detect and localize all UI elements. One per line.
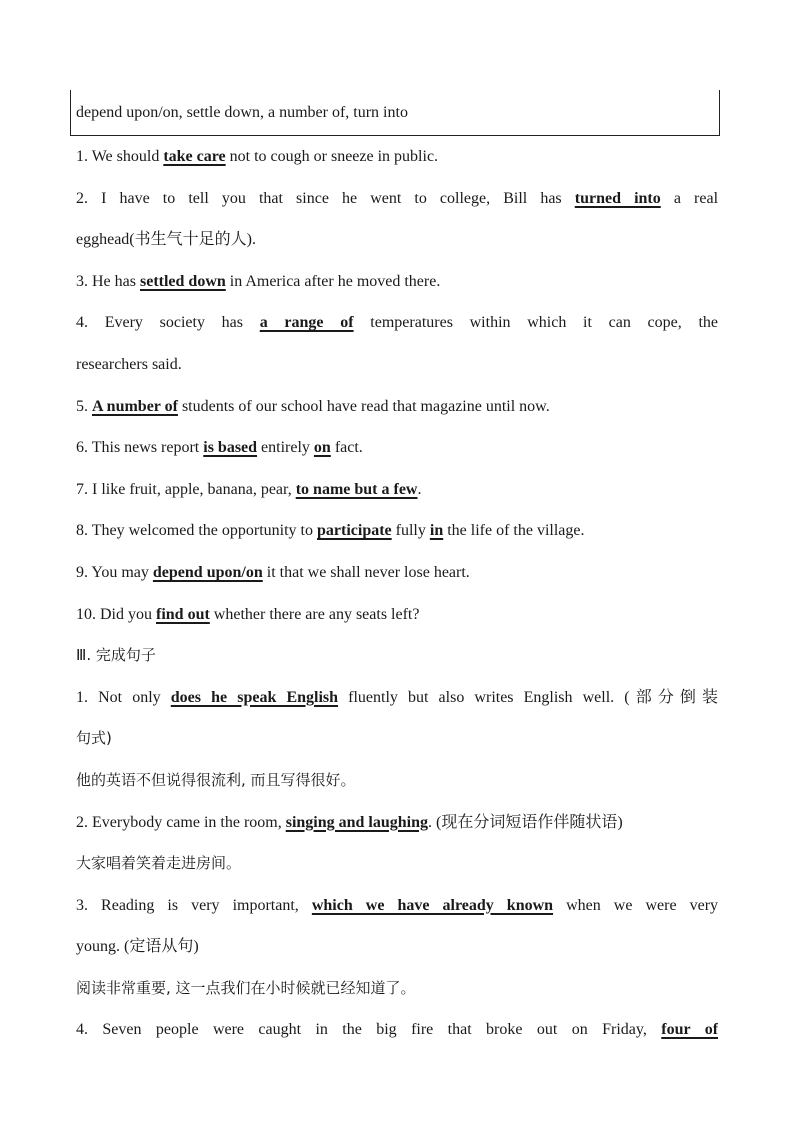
item-text: This news report — [91, 439, 200, 457]
item-text: I have to tell you that since he went to college, Bill has — [101, 189, 562, 207]
exercise-item-4-continued — [76, 344, 718, 386]
item-text: Not only — [98, 688, 161, 706]
sentence-item-3-continued — [76, 926, 718, 968]
exercise-item-10 — [76, 594, 718, 636]
answer-fill: A number of — [92, 397, 178, 415]
sentence-item-3 — [76, 885, 718, 927]
item-text: fluently but also writes English well. (部分倒装 — [348, 688, 718, 706]
chinese-translation: 他的英语不但说得很流利, 而且写得很好。 — [76, 770, 356, 789]
item-number: 3. — [76, 272, 88, 290]
item-text: not to cough or sneeze in public. — [229, 148, 439, 165]
item-number: 3. — [76, 896, 88, 914]
item-text: in America after he moved there. — [229, 272, 441, 290]
exercise-item-7 — [76, 469, 718, 511]
sentence-item-2-translation — [76, 843, 718, 885]
answer-fill: settled down — [139, 272, 226, 290]
section-title: 完成句子 — [95, 646, 156, 665]
item-text: Every society has — [104, 314, 243, 332]
item-text: Everybody came in the room, — [92, 813, 282, 831]
answer-fill: singing and laughing — [285, 813, 429, 831]
item-number: 10. — [76, 605, 96, 623]
item-text: a real — [673, 189, 718, 207]
sentence-item-1-translation — [76, 760, 718, 802]
item-number: 8. — [76, 522, 88, 540]
item-text: young. (定语从句) — [76, 938, 199, 956]
exercise-item-5 — [76, 386, 718, 428]
sentence-item-1 — [76, 677, 718, 719]
item-number: 4. — [76, 1021, 88, 1039]
item-text: I like fruit, apple, banana, pear, — [92, 480, 292, 498]
item-number: 2. — [76, 189, 88, 207]
exercise-item-4 — [76, 302, 718, 344]
answer-fill: depend upon/on — [152, 563, 263, 581]
sentence-item-1-continued — [76, 718, 718, 760]
answer-fill: a range of — [259, 314, 354, 332]
item-text: Seven people were caught in the big fire that broke out on Friday, — [102, 1021, 647, 1039]
sentence-item-2 — [76, 802, 718, 844]
item-number: 5. — [76, 397, 88, 415]
sentence-item-4 — [76, 1009, 718, 1051]
item-text: researchers said. — [76, 355, 182, 373]
exercise-item-2 — [76, 178, 718, 220]
exercise-item-8 — [76, 510, 718, 552]
answer-fill: turned into — [574, 189, 661, 207]
item-text: entirely — [261, 439, 310, 457]
answer-fill: in — [429, 522, 444, 540]
word-list: depend upon/on, settle down, a number of, turn into — [76, 104, 408, 121]
section-number: Ⅲ. — [76, 646, 92, 665]
item-text: He has — [92, 272, 136, 290]
chinese-translation: 阅读非常重要, 这一点我们在小时候就已经知道了。 — [76, 978, 416, 997]
exercise-item-2-continued — [76, 219, 718, 261]
item-text: fully — [395, 522, 426, 540]
item-text: whether there are any seats left? — [213, 605, 420, 623]
item-text: Did you — [100, 605, 152, 623]
exercise-item-3 — [76, 261, 718, 303]
item-number: 2. — [76, 813, 88, 831]
chinese-translation: 大家唱着笑着走进房间。 — [76, 854, 242, 873]
item-text: . — [417, 480, 422, 498]
item-text: We should — [91, 148, 160, 165]
item-number: 6. — [76, 439, 88, 457]
sentence-item-3-translation — [76, 968, 718, 1010]
answer-fill: find out — [156, 605, 210, 623]
exercise-item-9 — [76, 552, 718, 594]
item-text: Reading is very important, — [101, 896, 299, 914]
item-number: 9. — [76, 563, 88, 581]
item-text: it that we shall never lose heart. — [266, 563, 470, 581]
answer-fill: to name but a few — [295, 480, 418, 498]
document-body — [76, 136, 718, 1051]
item-text: when we were very — [566, 896, 718, 914]
exercise-item-1 — [76, 136, 718, 178]
item-text: students of our school have read that magazine until now. — [181, 397, 550, 415]
answer-fill: does he speak English — [170, 688, 339, 706]
item-text: temperatures within which it can cope, the — [370, 314, 718, 332]
item-text: You may — [91, 563, 149, 581]
item-text: egghead(书生气十足的人). — [76, 231, 256, 249]
answer-fill: is based — [203, 439, 258, 457]
section-heading — [76, 635, 718, 677]
exercise-item-6 — [76, 427, 718, 469]
item-text: . (现在分词短语作伴随状语) — [428, 813, 623, 831]
answer-fill: on — [313, 439, 331, 457]
item-text: They welcomed the opportunity to — [91, 522, 313, 540]
item-number: 1. — [76, 688, 88, 706]
item-number: 7. — [76, 480, 88, 498]
answer-fill: take care — [163, 148, 226, 165]
item-number: 1. — [76, 148, 88, 165]
item-text: fact. — [334, 439, 363, 457]
answer-fill: four of — [661, 1021, 718, 1039]
answer-fill: which we have already known — [311, 896, 554, 914]
item-text: 句式) — [76, 729, 112, 748]
item-number: 4. — [76, 314, 88, 332]
item-text: the life of the village. — [447, 522, 585, 540]
answer-fill: participate — [317, 522, 392, 540]
